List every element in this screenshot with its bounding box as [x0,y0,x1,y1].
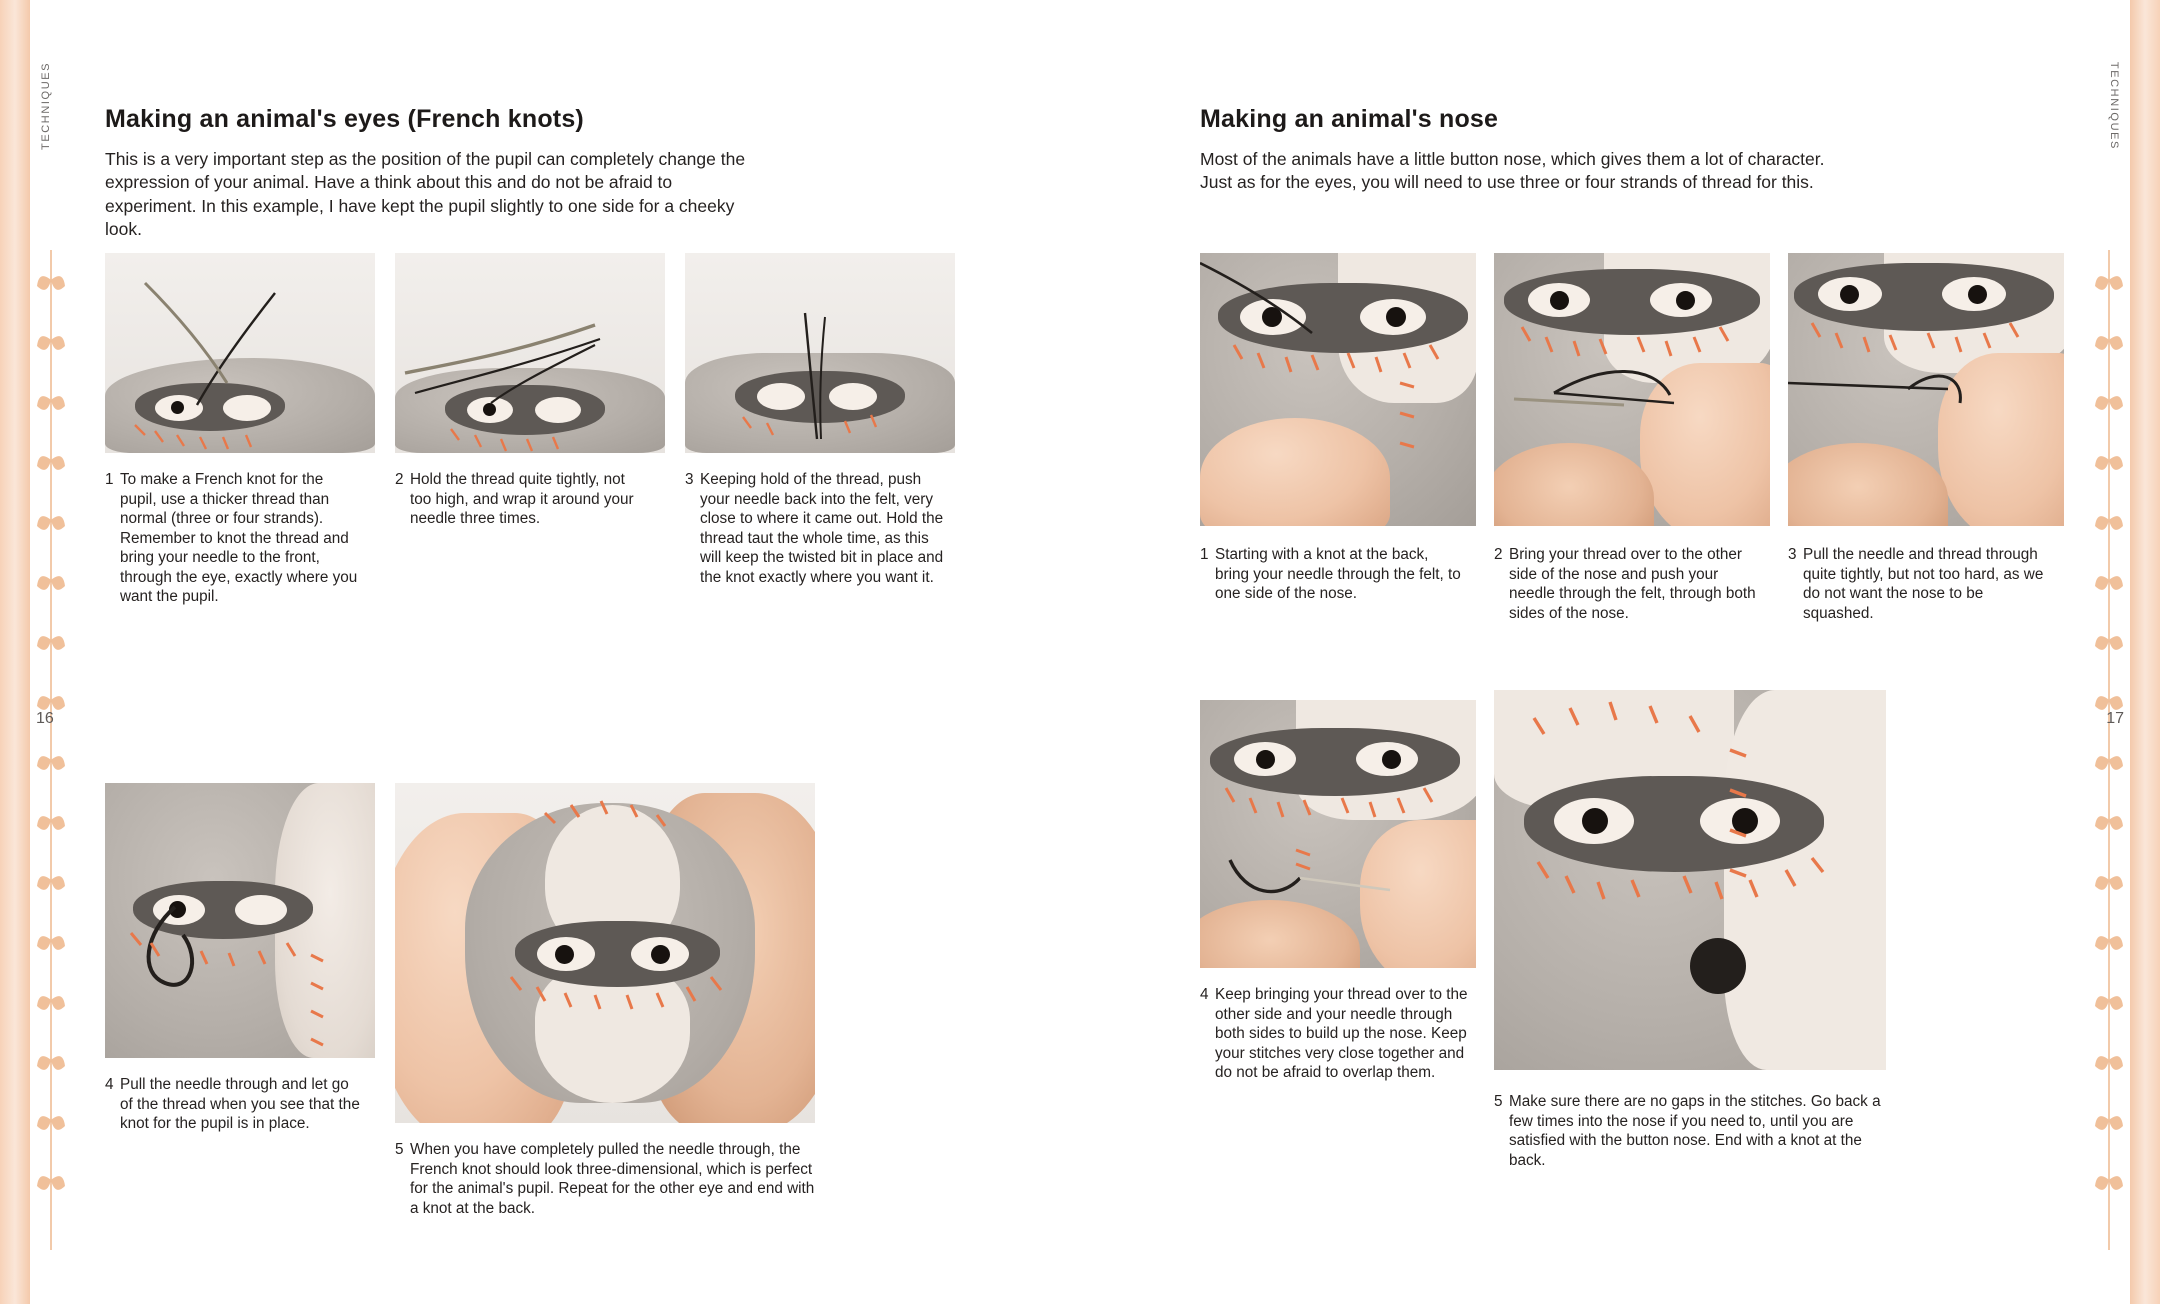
page-number-right: 17 [2106,710,2124,727]
running-head-right: TECHNIQUES [2108,61,2120,150]
photo-right-step-1 [1200,253,1476,526]
photo-left-step-3 [685,253,955,453]
caption-text: Make sure there are no gaps in the stitches. Go back a few times into the nose if you need to, until you are satisfied with the button nose. End with a knot at the back. [1509,1093,1881,1169]
caption-text: Keep bringing your thread over to the other side and your needle through both sides to build up the nose. Keep your stitches very close together and do not be afraid to overlap them. [1215,986,1468,1082]
page-edge-band-left [0,0,30,1304]
caption-number: 1 [105,471,114,488]
caption-number: 5 [1494,1093,1503,1110]
right-page-title: Making an animal's nose [1200,105,1499,133]
caption-text: When you have completely pulled the needle through, the French knot should look three-dimensional, which is perfect for the animal's pupil. Repeat for the other eye and end with a knot at the back. [410,1141,815,1217]
page-edge-band-right [2130,0,2160,1304]
caption-number: 3 [1788,546,1797,563]
leaf-vine-icon-right [2092,250,2126,1250]
caption-left-step-3 [685,470,947,587]
photo-left-step-5 [395,783,815,1123]
caption-number: 2 [395,471,404,488]
caption-right-step-1 [1200,545,1462,604]
right-page-intro: Most of the animals have a little button nose, which gives them a lot of character. Just as for the eyes, you will need to use three or four strands of thread for this. [1200,149,1825,193]
caption-right-step-2 [1494,545,1762,623]
caption-left-step-2 [395,470,650,529]
caption-text: To make a French knot for the pupil, use a thicker thread than normal (three or four strands). Remember to knot the thread and bring your needle to the front, through the eye, exactly where you want the pupil. [120,471,358,606]
caption-text: Pull the needle and thread through quite tightly, but not too hard, as we do not want the nose to be squashed. [1803,546,2044,622]
caption-left-step-1 [105,470,360,607]
left-page-title: Making an animal's eyes (French knots) [105,105,584,133]
caption-number: 4 [1200,986,1209,1003]
caption-number: 4 [105,1076,114,1093]
caption-text: Starting with a knot at the back, bring your needle through the felt, to one side of the nose. [1215,546,1461,603]
photo-right-step-3 [1788,253,2064,526]
caption-right-step-4 [1200,985,1468,1083]
photo-left-step-2 [395,253,665,453]
caption-number: 3 [685,471,694,488]
caption-text: Pull the needle through and let go of the thread when you see that the knot for the pupil is in place. [120,1076,360,1133]
caption-text: Bring your thread over to the other side of the nose and push your needle through the felt, through both sides of the nose. [1509,546,1756,622]
running-head-left: TECHNIQUES [40,61,52,150]
page-number-left: 16 [36,710,54,727]
caption-number: 2 [1494,546,1503,563]
caption-text: Keeping hold of the thread, push your needle back into the felt, very close to where it came out. Hold the thread taut the whole time, as this will keep the twisted bit in place and the knot exactly where you want it. [700,471,944,586]
photo-left-step-4 [105,783,375,1058]
photo-left-step-1 [105,253,375,453]
leaf-vine-icon-left [34,250,68,1250]
caption-left-step-4 [105,1075,360,1134]
caption-right-step-5 [1494,1092,1884,1170]
photo-right-step-4 [1200,700,1476,968]
caption-right-step-3 [1788,545,2056,623]
caption-number: 1 [1200,546,1209,563]
photo-right-step-2 [1494,253,1770,526]
caption-left-step-5 [395,1140,815,1218]
caption-text: Hold the thread quite tightly, not too high, and wrap it around your needle three times. [410,471,634,528]
left-page-intro: This is a very important step as the position of the pupil can completely change the expression of your animal. Have a think about this and do not be afraid to experiment. In this example, I have kept the pupil slightly to one side for a cheeky look. [105,149,746,239]
photo-right-step-5 [1494,690,1886,1070]
caption-number: 5 [395,1141,404,1158]
